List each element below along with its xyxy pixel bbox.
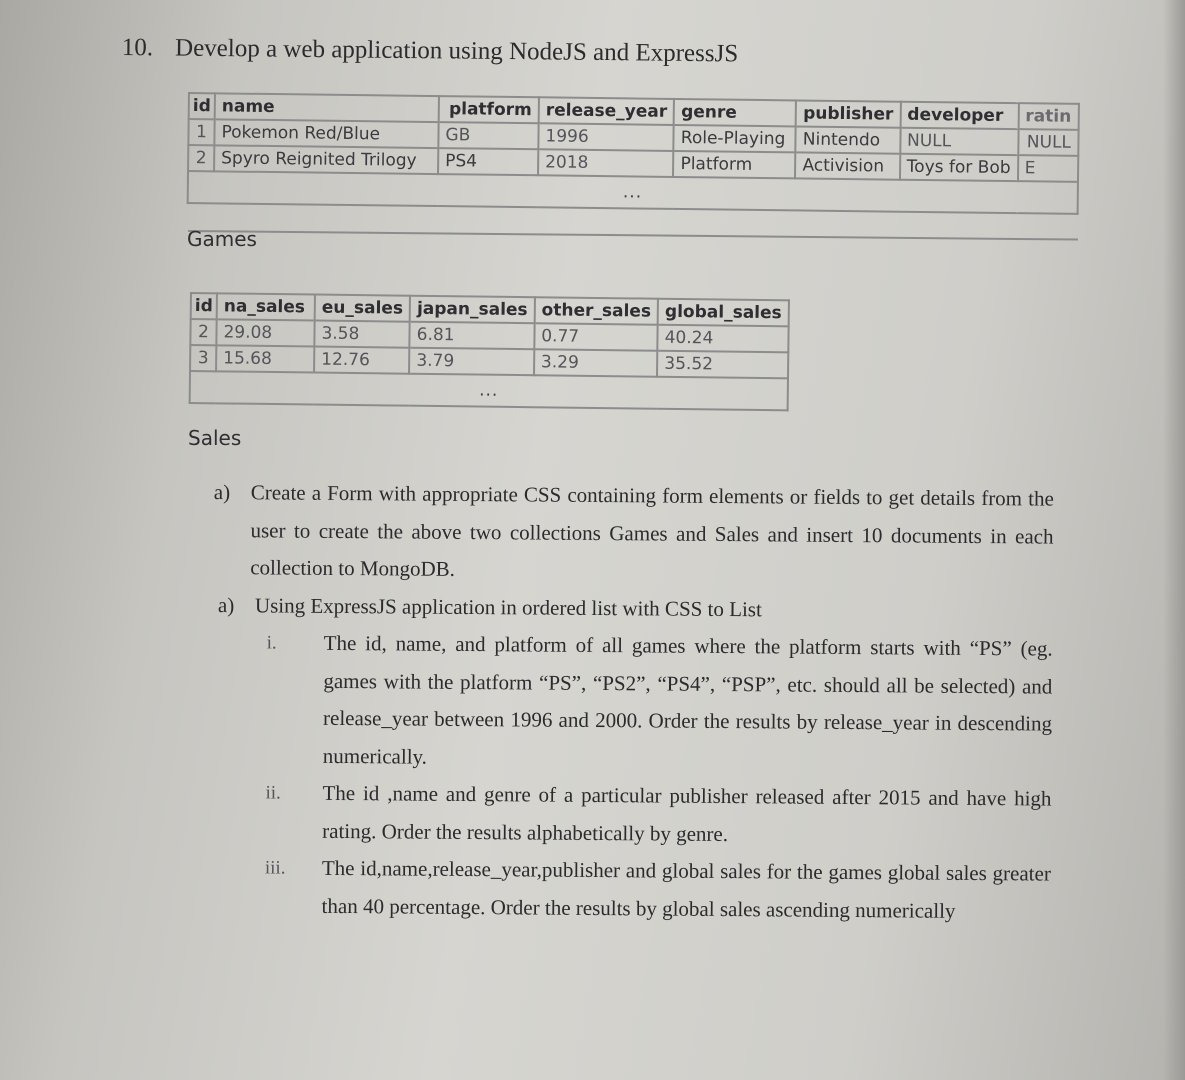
games-cell: Role-Playing — [674, 125, 796, 152]
task-text: Using ExpressJS application in ordered list with CSS to List — [254, 592, 762, 621]
subtask-item — [266, 624, 1053, 780]
games-header-genre: genre — [674, 99, 796, 126]
question-heading: Develop a web application using NodeJS and ExpressJS — [174, 34, 739, 68]
games-cell: NULL — [1018, 129, 1078, 156]
sales-cell: 0.77 — [534, 323, 658, 351]
question-number: 10. — [121, 34, 154, 62]
sales-header-other-sales: other_sales — [534, 297, 658, 325]
subtask-marker: iii. — [264, 857, 286, 879]
question-title — [122, 34, 739, 68]
games-cell: Platform — [673, 151, 795, 178]
games-header-developer: developer — [900, 102, 1018, 129]
games-header-id: id — [189, 93, 215, 119]
sales-cell: 40.24 — [658, 325, 789, 353]
games-cell: PS4 — [438, 148, 538, 175]
task-list — [210, 474, 1054, 931]
sales-ellipsis-row — [190, 371, 788, 410]
games-cell: NULL — [900, 128, 1018, 155]
subtask-text: The id, name, and platform of all games where the platform starts with “PS” (eg. games with the platform “PS”, “PS2”, “PS4”, “PSP”, etc. should all be selected) and release_year between 1996 and 2000. Order the results by release_year in descending numerically. — [322, 630, 1053, 769]
task-item — [213, 474, 1054, 593]
games-header-rating: ratin — [1018, 103, 1078, 130]
subtask-text: The id ,name and genre of a particular publisher released after 2015 and have high rating. Order the results alphabetically by genre. — [322, 780, 1052, 846]
games-cell: E — [1018, 155, 1078, 182]
subtask-item — [264, 849, 1051, 930]
games-caption-rule — [188, 230, 1078, 241]
sales-header-global-sales: global_sales — [658, 299, 789, 327]
sales-header-eu-sales: eu_sales — [315, 295, 411, 322]
sales-table — [189, 292, 790, 411]
sales-cell: 15.68 — [216, 345, 314, 372]
sales-cell: 3.58 — [314, 321, 410, 348]
subtask-marker: i. — [266, 632, 277, 654]
sales-header-japan-sales: japan_sales — [410, 296, 535, 324]
sales-ellipsis: ... — [190, 371, 788, 410]
sales-cell: 35.52 — [657, 351, 788, 379]
task-text: Create a Form with appropriate CSS containing form elements or fields to get details from the user to create the above two collections Games and Sales and insert 10 documents in each collection to MongoDB. — [250, 480, 1054, 581]
sales-cell: 12.76 — [314, 347, 410, 374]
games-cell: 2 — [188, 145, 214, 171]
subtask-item — [265, 774, 1052, 855]
games-cell: Spyro Reignited Trilogy — [214, 145, 438, 174]
games-header-release-year: release_year — [539, 97, 675, 125]
sales-caption: Sales — [188, 426, 242, 450]
games-header-publisher: publisher — [796, 100, 901, 127]
sales-cell: 29.08 — [216, 319, 314, 346]
page-edge-shadow — [1163, 0, 1185, 1080]
sales-cell: 2 — [190, 319, 216, 345]
task-marker: a) — [213, 479, 231, 505]
task-marker: a) — [217, 592, 235, 617]
subtask-text: The id,name,release_year,publisher and global sales for the games global sales greater than 40 percentage. Order the results by global sales ascending numerically — [321, 855, 1051, 923]
games-cell: Activision — [795, 152, 900, 179]
games-table — [187, 92, 1080, 215]
games-caption: Games — [187, 227, 257, 251]
games-cell: Pokemon Red/Blue — [214, 119, 438, 148]
games-cell: 1 — [188, 119, 214, 145]
task-item — [218, 587, 1053, 631]
games-header-name: name — [215, 93, 439, 122]
games-cell: Nintendo — [796, 126, 901, 153]
games-cell: 2018 — [538, 149, 674, 177]
games-cell: GB — [438, 122, 538, 149]
sales-cell: 6.81 — [410, 322, 535, 350]
games-cell: Toys for Bob — [900, 154, 1018, 181]
games-ellipsis: ... — [188, 171, 1078, 214]
subtask-marker: ii. — [265, 782, 281, 804]
sales-cell: 3.29 — [534, 349, 658, 377]
sales-header-id: id — [191, 293, 217, 319]
games-header-platform: platform — [439, 96, 539, 123]
sales-header-na-sales: na_sales — [217, 293, 315, 320]
sales-cell: 3.79 — [409, 348, 534, 376]
sales-cell: 3 — [190, 345, 216, 371]
games-cell: 1996 — [538, 123, 674, 151]
